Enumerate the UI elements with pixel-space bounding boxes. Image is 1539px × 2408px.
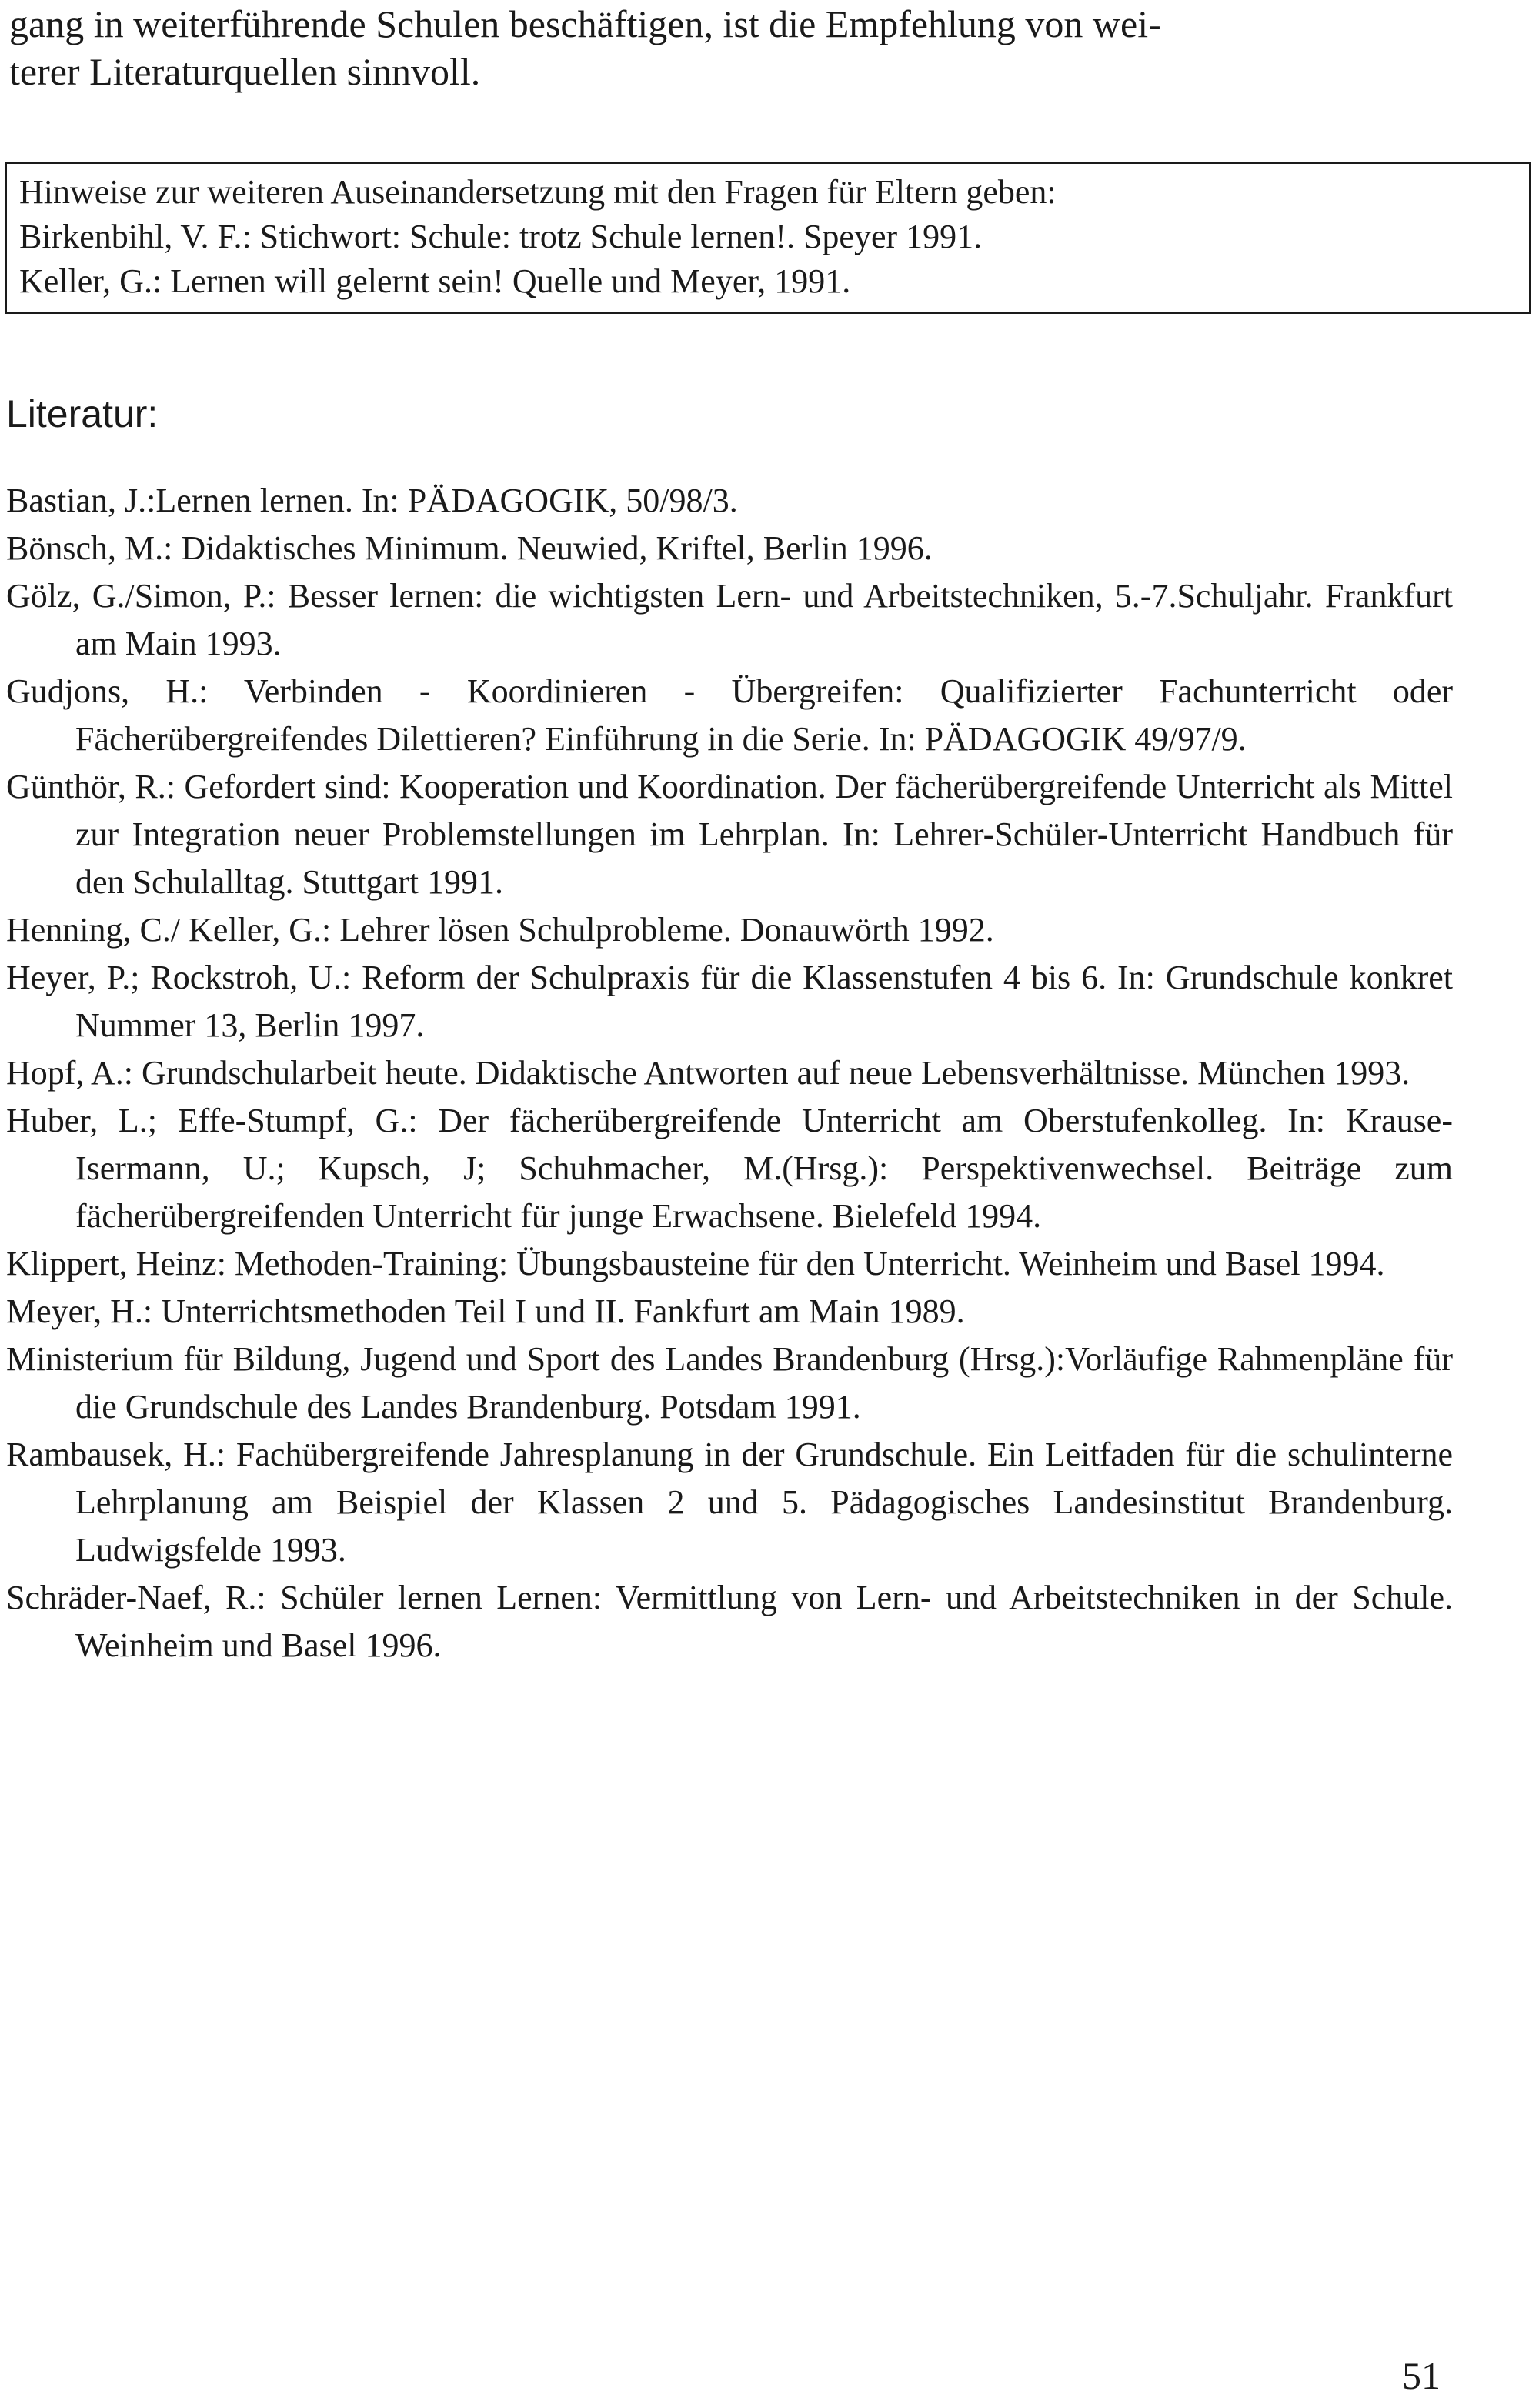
reference-item: Schräder-Naef, R.: Schüler lernen Lernen: Vermittlung von Lern- und Arbeitstechniken in der Schule. Weinheim und Basel 1996. (6, 1579, 1453, 1664)
hint-box-reference: Keller, G.: Lernen will gelernt sein! Quelle und Meyer, 1991. (19, 262, 851, 300)
hint-box-heading: Hinweise zur weiteren Auseinandersetzung mit den Fragen für Eltern geben: (19, 173, 1057, 211)
reference-item: Hopf, A.: Grundschularbeit heute. Didaktische Antworten auf neue Lebensverhältnisse. München 1993. (6, 1054, 1410, 1092)
reference-item: Heyer, P.; Rockstroh, U.: Reform der Schulpraxis für die Klassenstufen 4 bis 6. In: Grundschule konkret Nummer 13, Berlin 1997. (6, 959, 1453, 1044)
reference-item: Klippert, Heinz: Methoden-Training: Übungsbausteine für den Unterricht. Weinheim und Basel 1994. (6, 1245, 1385, 1282)
reference-item: Gudjons, H.: Verbinden - Koordinieren - Übergreifen: Qualifizierter Fachunterricht oder Fächerübergreifendes Dilettieren? Einführung in die Serie. In: PÄDAGOGIK 49/97/9. (6, 672, 1453, 758)
reference-item: Günthör, R.: Gefordert sind: Kooperation und Koordination. Der fächerübergreifende Unterricht als Mittel zur Integration neuer Problemstellungen im Lehrplan. In: Lehrer-Schüler-Unterricht Handbuch für den Schulalltag. Stuttgart 1991. (6, 768, 1453, 901)
reference-item: Bastian, J.:Lernen lernen. In: PÄDAGOGIK, 50/98/3. (6, 482, 738, 519)
reference-item: Ministerium für Bildung, Jugend und Sport des Landes Brandenburg (Hrsg.):Vorläufige Rahmenpläne für die Grundschule des Landes Brandenburg. Potsdam 1991. (6, 1340, 1453, 1426)
reference-item: Meyer, H.: Unterrichtsmethoden Teil I und II. Fankfurt am Main 1989. (6, 1292, 965, 1330)
reference-item: Gölz, G./Simon, P.: Besser lernen: die wichtigsten Lern- und Arbeitstechniken, 5.-7.Schuljahr. Frankfurt am Main 1993. (6, 577, 1453, 662)
hint-box-reference: Birkenbihl, V. F.: Stichwort: Schule: trotz Schule lernen!. Speyer 1991. (19, 218, 983, 255)
reference-item: Huber, L.; Effe-Stumpf, G.: Der fächerübergreifende Unterricht am Oberstufenkolleg. In: Krause-Isermann, U.; Kupsch, J; Schuhmacher, M.(Hrsg.): Perspektivenwechsel. Beiträge zum fächerübergreifenden Unterricht für junge Erwachsene. Bielefeld 1994. (6, 1102, 1453, 1235)
page-number: 51 (1402, 2354, 1441, 2397)
section-title: Literatur: (6, 392, 159, 435)
reference-item: Bönsch, M.: Didaktisches Minimum. Neuwied, Kriftel, Berlin 1996. (6, 529, 933, 567)
reference-item: Rambausek, H.: Fachübergreifende Jahresplanung in der Grundschule. Ein Leitfaden für die schulinterne Lehrplanung am Beispiel der Klassen 2 und 5. Pädagogisches Landesinstitut Brandenburg. Ludwigsfelde 1993. (6, 1436, 1453, 1569)
reference-item: Henning, C./ Keller, G.: Lehrer lösen Schulprobleme. Donauwörth 1992. (6, 911, 994, 949)
intro-line: gang in weiterführende Schulen beschäftigen, ist die Empfehlung von wei- (9, 2, 1161, 45)
intro-line: terer Literaturquellen sinnvoll. (9, 50, 481, 93)
reference-list (6, 477, 1453, 1669)
intro-paragraph (9, 0, 1502, 95)
hint-box (5, 162, 1531, 314)
